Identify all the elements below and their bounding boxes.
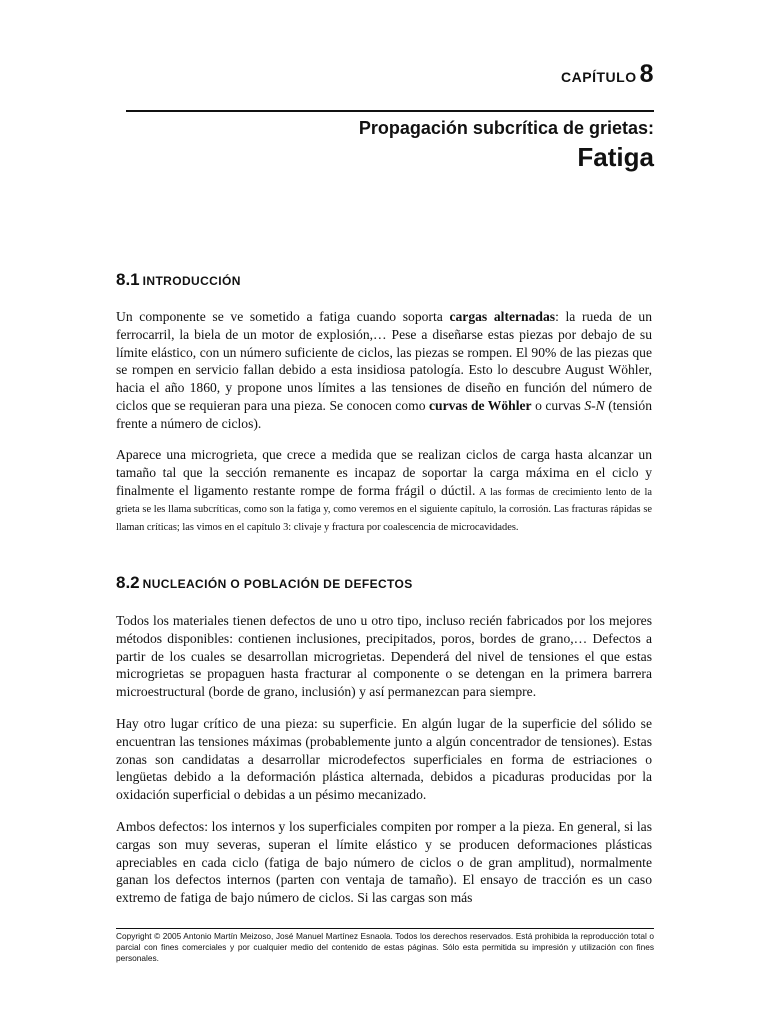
copyright-footer: Copyright © 2005 Antonio Martín Meizoso, José Manuel Martínez Esnaola. Todos los derechos reservados. Está prohibida la reproducción total o parcial con fines comerciales y por cualquier medio del contenido de estas páginas. Sólo esta permitida su impresión y utilización con fines personales. — [116, 931, 654, 963]
section-heading-8-2 — [116, 573, 413, 593]
text-run: Un componente se ve sometido a fatiga cuando soporta — [116, 309, 450, 324]
paragraph-nucleation-1: Todos los materiales tienen defectos de uno u otro tipo, incluso recién fabricados por los mejores métodos disponibles: contienen inclusiones, precipitados, poros, bordes de grano,… Defectos a partir de los cuales se desarrollan microgrietas. Dependerá del nivel de tensiones el que estas microgrietas se propaguen hasta fracturar al componente o se detengan en la primera barrera microestructural (borde de grano, inclusión) y así permanezcan para siempre. — [116, 613, 652, 700]
chapter-title: Fatiga — [577, 142, 654, 172]
small-text-run: A las formas de crecimiento lento de la grieta se les llama subcríticas, como son la fatiga y, como veremos en el siguiente capítulo, la corrosión. Las fracturas rápidas se llaman críticas; las vimos en el capítulo 3: clivaje y fractura por coalescencia de microcavidades. — [116, 486, 652, 534]
paragraph-nucleation-3: Ambos defectos: los internos y los superficiales compiten por romper a la pieza. En general, si las cargas son muy severas, superan el límite elástico y se producen deformaciones plásticas apreciables en cada ciclo (fatiga de bajo número de ciclos o de gran amplitud), normalmente ganan los defectos internos (parten con ventaja de tamaño). El ensayo de tracción es un caso extremo de fatiga de bajo número de ciclos. Si las cargas son más — [116, 819, 652, 906]
text-run: (tensión frente a número de ciclos). — [116, 397, 652, 431]
chapter-word: CAPÍTULO — [561, 69, 637, 85]
paragraph-intro-2 — [116, 446, 652, 535]
text-run: o curvas — [531, 397, 585, 413]
chapter-label — [561, 60, 654, 89]
bold-term: cargas alternadas — [449, 309, 556, 324]
italic-term: S-N — [584, 397, 605, 413]
section-number: 8.2 — [116, 573, 140, 592]
text-run: : la rueda de un ferrocarril, la biela de un motor de explosión,… Pese a diseñarse estas piezas por debajo de su límite elástico, con un número suficiente de ciclos, las piezas se rompen. El 90% de las piezas que se rompen en servicio fallan debido a esta insidiosa patología. Esto lo descubre August Wöhler, hacia el año 1860, y propone unos límites a las tensiones de diseño en función del número de ciclos que se requieran para una pieza. Se conocen como — [116, 309, 652, 413]
paragraph-intro-1 — [116, 308, 652, 433]
section-number: 8.1 — [116, 270, 140, 289]
section-title: NUCLEACIÓN O POBLACIÓN DE DEFECTOS — [142, 577, 413, 591]
section-heading-8-1 — [116, 270, 241, 290]
paragraph-nucleation-2: Hay otro lugar crítico de una pieza: su superficie. En algún lugar de la superficie del sólido se encuentran las tensiones máximas (probablemente junto a algún concentrador de tensiones). Estas zonas son candidatas a desarrollar microdefectos superficiales en forma de estriaciones o lengüetas debido a la deformación plástica alternada, debidos a picaduras producidas por la oxidación superficial o debidas a un pésimo mecanizado. — [116, 716, 652, 803]
chapter-number: 8 — [639, 60, 654, 88]
footer-rule — [116, 928, 654, 929]
bold-term: curvas de Wöhler — [428, 397, 532, 413]
section-title: INTRODUCCIÓN — [142, 274, 241, 288]
chapter-subtitle: Propagación subcrítica de grietas: — [358, 118, 654, 138]
text-run: Aparece una microgrieta, que crece a medida que se realizan ciclos de carga hasta alcanzar un tamaño tal que la sección remanente es incapaz de soportar la carga máxima en el ciclo y finalmente el ligamento restante rompe de forma frágil o dúctil. — [116, 447, 652, 498]
title-rule — [126, 110, 654, 112]
